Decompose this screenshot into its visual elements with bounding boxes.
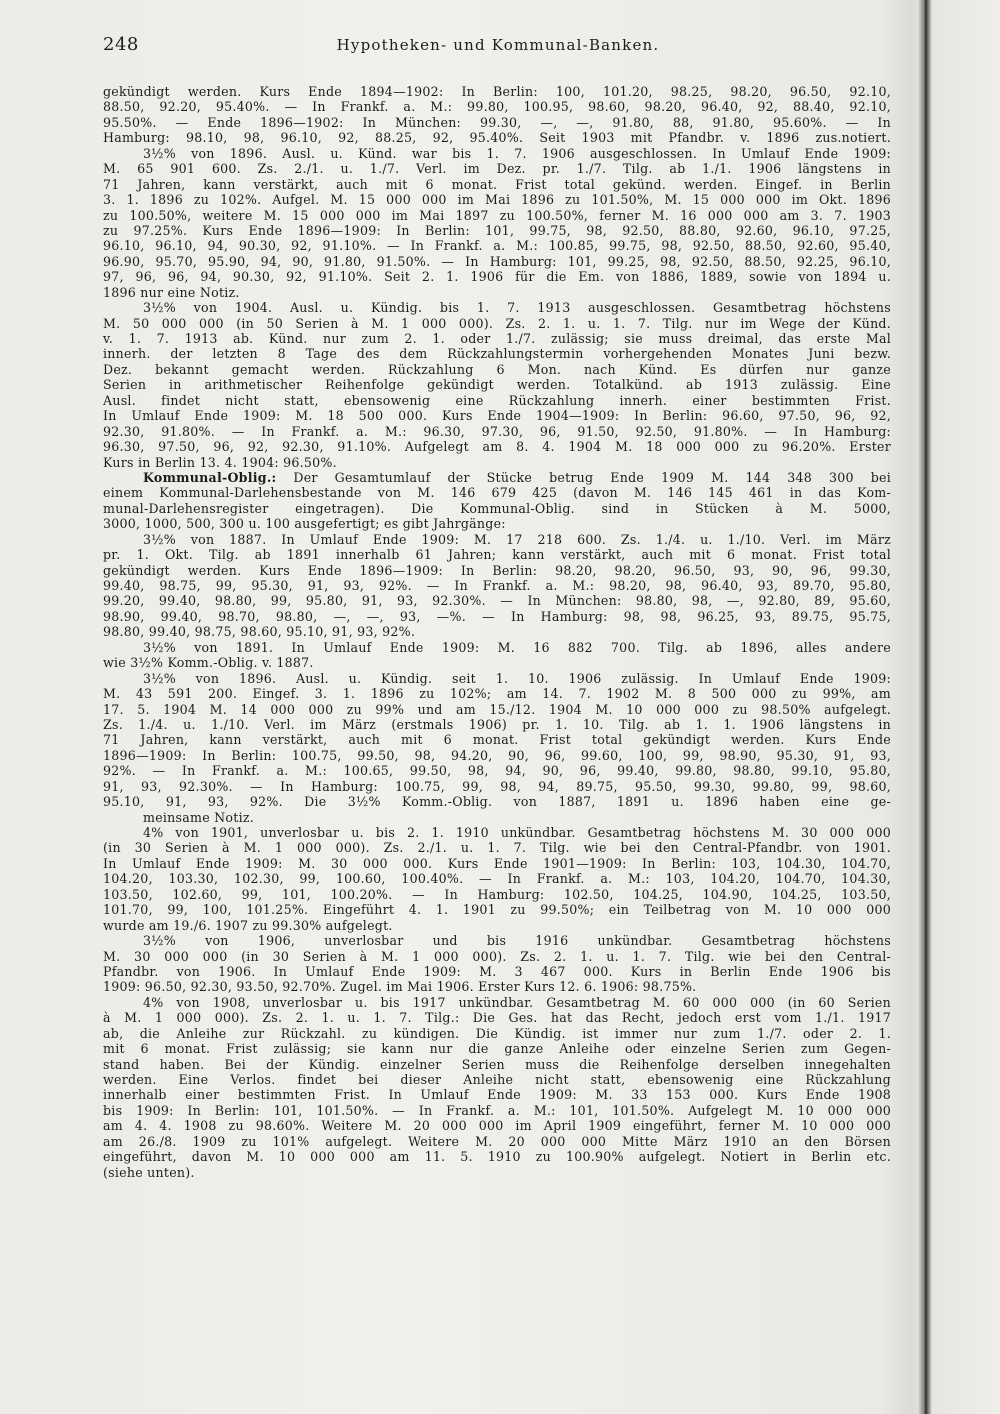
text-line: 99.40, 98.75, 99, 95.30, 91, 93, 92%. — In Frankf. a. M.: 98.20, 98, 96.40, 93, 89.70, 95.80, bbox=[103, 578, 891, 593]
text-line: 101.70, 99, 100, 101.25%. Eingeführt 4. 1. 1901 zu 99.50%; ein Teilbetrag von M. 10 000 000 bbox=[103, 902, 891, 918]
text-line: 3½% von 1906, unverlosbar und bis 1916 unkündbar. Gesamtbetrag höchstens bbox=[143, 933, 891, 949]
text-line: 3½% von 1904. Ausl. u. Kündig. bis 1. 7. 1913 ausgeschlossen. Gesamtbetrag höchstens bbox=[143, 300, 891, 316]
text-line: à M. 1 000 000). Zs. 2. 1. u. 1. 7. Tilg.: Die Ges. hat das Recht, jedoch erst vom 1./1. 1917 bbox=[103, 1010, 891, 1026]
text-line: am 4. 4. 1908 zu 98.60%. Weitere M. 20 000 000 im April 1909 eingeführt, ferner M. 10 000 000 bbox=[103, 1118, 891, 1134]
text-line: 95.10, 91, 93, 92%. Die 3½% Komm.-Oblig. von 1887, 1891 u. 1896 haben eine ge- bbox=[103, 794, 891, 810]
text-line: 71 Jahren, kann verstärkt, auch mit 6 monat. Frist total gekündigt werden. Kurs Ende bbox=[103, 732, 891, 748]
text-line: M. 43 591 200. Eingef. 3. 1. 1896 zu 102%; am 14. 7. 1902 M. 8 500 000 zu 99%, am bbox=[103, 686, 891, 702]
page-number: 248 bbox=[103, 34, 139, 55]
text-line: 99.20, 99.40, 98.80, 99, 95.80, 91, 93, 92.30%. — In München: 98.80, 98, —, 92.80, 89, 95.60, bbox=[103, 593, 891, 609]
main-text-column bbox=[103, 84, 891, 1180]
text-line: Dez. bekannt gemacht werden. Rückzahlung 6 Mon. nach Künd. Es dürfen nur ganze bbox=[103, 361, 891, 377]
text-line: (siehe unten). bbox=[103, 1164, 195, 1180]
text-line: Kurs in Berlin 13. 4. 1904: 96.50%. bbox=[103, 454, 337, 470]
text-line: ab, die Anleihe zur Rückzahl. zu kündigen. Die Kündig. ist immer nur zum 1./7. oder 2. 1. bbox=[103, 1025, 891, 1041]
text-line: In Umlauf Ende 1909: M. 18 500 000. Kurs Ende 1904—1909: In Berlin: 96.60, 97.50, 96, 92, bbox=[103, 408, 891, 424]
text-line: Zs. 1./4. u. 1./10. Verl. im März (erstmals 1906) pr. 1. 10. Tilg. ab 1. 1. 1906 längstens in bbox=[103, 716, 891, 732]
text-line: wie 3½% Komm.-Oblig. v. 1887. bbox=[103, 655, 314, 671]
text-line: 96.10, 96.10, 94, 90.30, 92, 91.10%. — In Frankf. a. M.: 100.85, 99.75, 98, 92.50, 88.50, 92.60, 95.40, bbox=[103, 238, 891, 254]
text-line: 98.80, 99.40, 98.75, 98.60, 95.10, 91, 93, 92%. bbox=[103, 624, 416, 640]
text-line: munal-Darlehensregister eingetragen). Die Kommunal-Oblig. sind in Stücken à M. 5000, bbox=[103, 500, 891, 516]
text-line: gekündigt werden. Kurs Ende 1894—1902: In Berlin: 100, 101.20, 98.25, 98.20, 96.50, 92.10, bbox=[103, 84, 891, 99]
text-line: 97, 96, 96, 94, 90.30, 92, 91.10%. Seit 2. 1. 1906 für die Em. von 1886, 1889, sowie von 1894 u. bbox=[103, 269, 891, 285]
text-line: Ausl. findet nicht statt, ebensowenig eine Rückzahlung innerh. einer bestimmten Frist. bbox=[103, 392, 891, 408]
text-line: 1909: 96.50, 92.30, 93.50, 92.70%. Zugel. im Mai 1906. Erster Kurs 12. 6. 1906: 98.75%. bbox=[103, 979, 697, 995]
text-line: werden. Eine Verlos. findet bei dieser Anleihe nicht statt, ebensowenig eine Rückzahlung bbox=[103, 1072, 891, 1087]
text-line: 92%. — In Frankf. a. M.: 100.65, 99.50, 98, 94, 90, 96, 99.40, 99.80, 98.80, 99.10, 95.80, bbox=[103, 763, 891, 779]
text-line: 1896 nur eine Notiz. bbox=[103, 284, 240, 300]
text-line: 3½% von 1887. In Umlauf Ende 1909: M. 17 218 600. Zs. 1./4. u. 1./10. Verl. im März bbox=[143, 531, 891, 547]
text-line: zu 97.25%. Kurs Ende 1896—1909: In Berlin: 101, 99.75, 98, 92.50, 88.80, 92.60, 96.10, 97.25, bbox=[103, 222, 891, 238]
text-line: 96.90, 95.70, 95.90, 94, 90, 91.80, 91.50%. — In Hamburg: 101, 99.25, 98, 92.50, 88.50, 92.25, 96.10, bbox=[103, 253, 891, 269]
text-line: zu 100.50%, weitere M. 15 000 000 im Mai 1897 zu 100.50%, ferner M. 16 000 000 am 3. 7. 1903 bbox=[103, 207, 891, 223]
text-line: 4% von 1908, unverlosbar u. bis 1917 unkündbar. Gesamtbetrag M. 60 000 000 (in 60 Serien bbox=[143, 994, 891, 1010]
text-line: wurde am 19./6. 1907 zu 99.30% aufgelegt. bbox=[103, 917, 393, 933]
text-line: (in 30 Serien à M. 1 000 000). Zs. 2./1. u. 1. 7. Tilg. wie bei den Central-Pfandbr. von 1901. bbox=[103, 840, 891, 856]
text-line: Kommunal-Oblig.: Der Gesamtumlauf der Stücke betrug Ende 1909 M. 144 348 300 bei bbox=[143, 469, 891, 485]
text-line: 1896—1909: In Berlin: 100.75, 99.50, 98, 94.20, 90, 96, 99.60, 100, 99, 98.90, 95.30, 91, 93, bbox=[103, 747, 891, 763]
text-line: v. 1. 7. 1913 ab. Künd. nur zum 2. 1. oder 1./7. zulässig; sie muss dreimal, das erste Mal bbox=[103, 331, 891, 346]
text-line: 98.90, 99.40, 98.70, 98.80, —, —, 93, —%. — In Hamburg: 98, 98, 96.25, 93, 89.75, 95.75, bbox=[103, 608, 891, 624]
text-line: 95.50%. — Ende 1896—1902: In München: 99.30, —, —, 91.80, 88, 91.80, 95.60%. — In bbox=[103, 114, 891, 130]
text-line: 3½% von 1896. Ausl. u. Künd. war bis 1. 7. 1906 ausgeschlossen. In Umlauf Ende 1909: bbox=[143, 145, 891, 161]
text-line: eingeführt, davon M. 10 000 000 am 11. 5. 1910 zu 100.90% aufgelegt. Notiert in Berlin etc. bbox=[103, 1149, 891, 1165]
text-line: 71 Jahren, kann verstärkt, auch mit 6 monat. Frist total gekünd. werden. Eingef. in Berlin bbox=[103, 176, 891, 192]
text-line: pr. 1. Okt. Tilg. ab 1891 innerhalb 61 Jahren; kann verstärkt, auch mit 6 monat. Frist total bbox=[103, 547, 891, 563]
binding-gutter-shadow bbox=[918, 0, 932, 1414]
text-line: stand haben. Bei der Kündig. einzelner Serien muss die Reihenfolge derselben innegehalten bbox=[103, 1056, 891, 1072]
text-line: In Umlauf Ende 1909: M. 30 000 000. Kurs Ende 1901—1909: In Berlin: 103, 104.30, 104.70, bbox=[103, 855, 891, 871]
text-line: 96.30, 97.50, 96, 92, 92.30, 91.10%. Aufgelegt am 8. 4. 1904 M. 18 000 000 zu 96.20%. Erster bbox=[103, 439, 891, 455]
text-line: 17. 5. 1904 M. 14 000 000 zu 99% und am 15./12. 1904 M. 10 000 000 zu 98.50% aufgelegt. bbox=[103, 701, 891, 717]
text-line: Pfandbr. von 1906. In Umlauf Ende 1909: M. 3 467 000. Kurs in Berlin Ende 1906 bis bbox=[103, 963, 891, 979]
text-line: bis 1909: In Berlin: 101, 101.50%. — In Frankf. a. M.: 101, 101.50%. Aufgelegt M. 10 000 000 bbox=[103, 1102, 891, 1118]
text-line: 88.50, 92.20, 95.40%. — In Frankf. a. M.: 99.80, 100.95, 98.60, 98.20, 96.40, 92, 88.40, 92.10, bbox=[103, 99, 891, 115]
text-line: 103.50, 102.60, 99, 101, 100.20%. — In Hamburg: 102.50, 104.25, 104.90, 104.25, 103.50, bbox=[103, 886, 891, 902]
text-line: M. 50 000 000 (in 50 Serien à M. 1 000 000). Zs. 2. 1. u. 1. 7. Tilg. nur im Wege der Künd. bbox=[103, 315, 891, 331]
text-line: 3½% von 1891. In Umlauf Ende 1909: M. 16 882 700. Tilg. ab 1896, alles andere bbox=[143, 639, 891, 655]
text-line: 91, 93, 92.30%. — In Hamburg: 100.75, 99, 98, 94, 89.75, 95.50, 99.30, 99.80, 99, 98.60, bbox=[103, 778, 891, 794]
text-line: 104.20, 103.30, 102.30, 99, 100.60, 100.40%. — In Frankf. a. M.: 103, 104.20, 104.70, 104.30, bbox=[103, 871, 891, 887]
text-line: meinsame Notiz. bbox=[143, 809, 254, 825]
text-line: am 26./8. 1909 zu 101% aufgelegt. Weitere M. 20 000 000 Mitte März 1910 an den Börsen bbox=[103, 1133, 891, 1149]
running-title: Hypotheken- und Kommunal-Banken. bbox=[336, 36, 660, 54]
text-line: 3½% von 1896. Ausl. u. Kündig. seit 1. 10. 1906 zulässig. In Umlauf Ende 1909: bbox=[143, 670, 891, 686]
text-line: 3. 1. 1896 zu 102%. Aufgel. M. 15 000 000 im Mai 1896 zu 101.50%, M. 15 000 000 im Okt. 1896 bbox=[103, 192, 891, 208]
text-line: 4% von 1901, unverlosbar u. bis 2. 1. 1910 unkündbar. Gesamtbetrag höchstens M. 30 000 000 bbox=[143, 825, 891, 840]
text-line: M. 65 901 600. Zs. 2./1. u. 1./7. Verl. im Dez. pr. 1./7. Tilg. ab 1./1. 1906 längstens in bbox=[103, 161, 891, 177]
text-line: Hamburg: 98.10, 98, 96.10, 92, 88.25, 92, 95.40%. Seit 1903 mit Pfandbr. v. 1896 zus.notiert. bbox=[103, 130, 891, 146]
text-line: innerh. der letzten 8 Tage des dem Rückzahlungstermin vorhergehenden Monates Juni bezw. bbox=[103, 346, 891, 362]
text-line: M. 30 000 000 (in 30 Serien à M. 1 000 000). Zs. 2. 1. u. 1. 7. Tilg. wie bei den Central- bbox=[103, 948, 891, 964]
text-line: einem Kommunal-Darlehensbestande von M. 146 679 425 (davon M. 146 145 461 in das Kom- bbox=[103, 485, 891, 501]
text-line: mit 6 monat. Frist zulässig; sie kann nur die ganze Anleihe oder einzelne Serien zum Gegen- bbox=[103, 1041, 891, 1057]
text-line: 92.30, 91.80%. — In Frankf. a. M.: 96.30, 97.30, 96, 91.50, 92.50, 91.80%. — In Hamburg: bbox=[103, 423, 891, 439]
text-line: Serien in arithmetischer Reihenfolge gekündigt werden. Totalkünd. ab 1913 zulässig. Eine bbox=[103, 377, 891, 393]
text-line: 3000, 1000, 500, 300 u. 100 ausgefertigt; es gibt Jahrgänge: bbox=[103, 516, 506, 532]
text-line: gekündigt werden. Kurs Ende 1896—1909: In Berlin: 98.20, 98.20, 96.50, 93, 90, 96, 99.30, bbox=[103, 562, 891, 578]
text-line: innerhalb einer bestimmten Frist. In Umlauf Ende 1909: M. 33 153 000. Kurs Ende 1908 bbox=[103, 1087, 891, 1103]
